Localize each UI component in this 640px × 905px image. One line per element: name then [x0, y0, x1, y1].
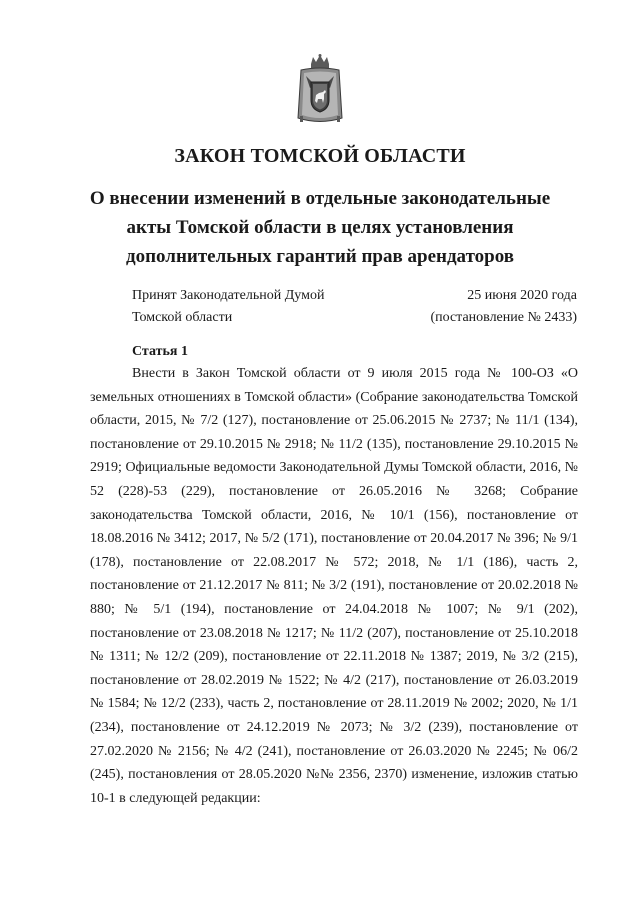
- law-title: ЗАКОН ТОМСКОЙ ОБЛАСТИ: [174, 145, 466, 167]
- adoption-date: 25 июня 2020 года: [467, 288, 577, 303]
- subtitle-line: О внесении изменений в отдельные законодательные: [89, 188, 551, 209]
- adoption-resolution: (постановление № 2433): [430, 310, 577, 325]
- article-heading: Статья 1: [132, 344, 188, 359]
- subtitle-line: дополнительных гарантий прав арендаторов: [125, 246, 514, 267]
- adopted-by-region: Томской области: [132, 310, 233, 325]
- adoption-row: [132, 307, 577, 329]
- adopted-by: Принят Законодательной Думой: [132, 288, 325, 303]
- adoption-block: [132, 285, 577, 329]
- coat-of-arms-icon: [296, 54, 344, 126]
- article-body: Внести в Закон Томской области от 9 июля 2015 года № 100-ОЗ «О земельных отношениях в Томской области» (Собрание законодательства Томской области, 2015, № 7/2 (127), постановление от 25.06.2015 № 2737; № 11/1 (134), постановление от 29.10.2015 № 2918; № 11/2 (135), постановление 29.10.2015 № 2919; Официальные ведомости Законодательной Думы Томской области, 2016, № 52 (228)-53 (229), постановление от 26.05.2016 № 3268; Собрание законодательства Томской области, 2016, № 10/1 (156), постановление от 18.08.2016 № 3412; 2017, № 5/2 (171), постановление от 20.04.2017 № 396; № 9/1 (178), постановление от 22.08.2017 № 572; 2018, № 1/1 (186), часть 2, постановление от 21.12.2017 № 811; № 3/2 (191), постановление от 20.02.2018 № 880; № 5/1 (194), постановление от 24.04.2018 № 1007; № 9/1 (202), постановление от 23.08.2018 № 1217; № 11/2 (207), постановление от 25.10.2018 № 1311; № 12/2 (209), постановление от 22.11.2018 № 1387; 2019, № 3/2 (215), постановление от 28.02.2019 № 1522; № 4/2 (217), постановление от 26.03.2019 № 1584; № 12/2 (233), часть 2, постановление от 28.11.2019 № 2002; 2020, № 1/1 (234), постановление от 24.12.2019 № 2073; № 3/2 (239), постановление от 27.02.2020 № 2156; № 4/2 (241), постановление от 26.03.2020 № 2245; № 06/2 (245), постановления от 28.05.2020 №№ 2356, 2370) изменение, изложив статью 10-1 в следующей редакции:: [90, 366, 578, 806]
- subtitle-line: акты Томской области в целях установления: [126, 217, 514, 238]
- adoption-row: [132, 285, 577, 307]
- law-subtitle: [80, 184, 560, 271]
